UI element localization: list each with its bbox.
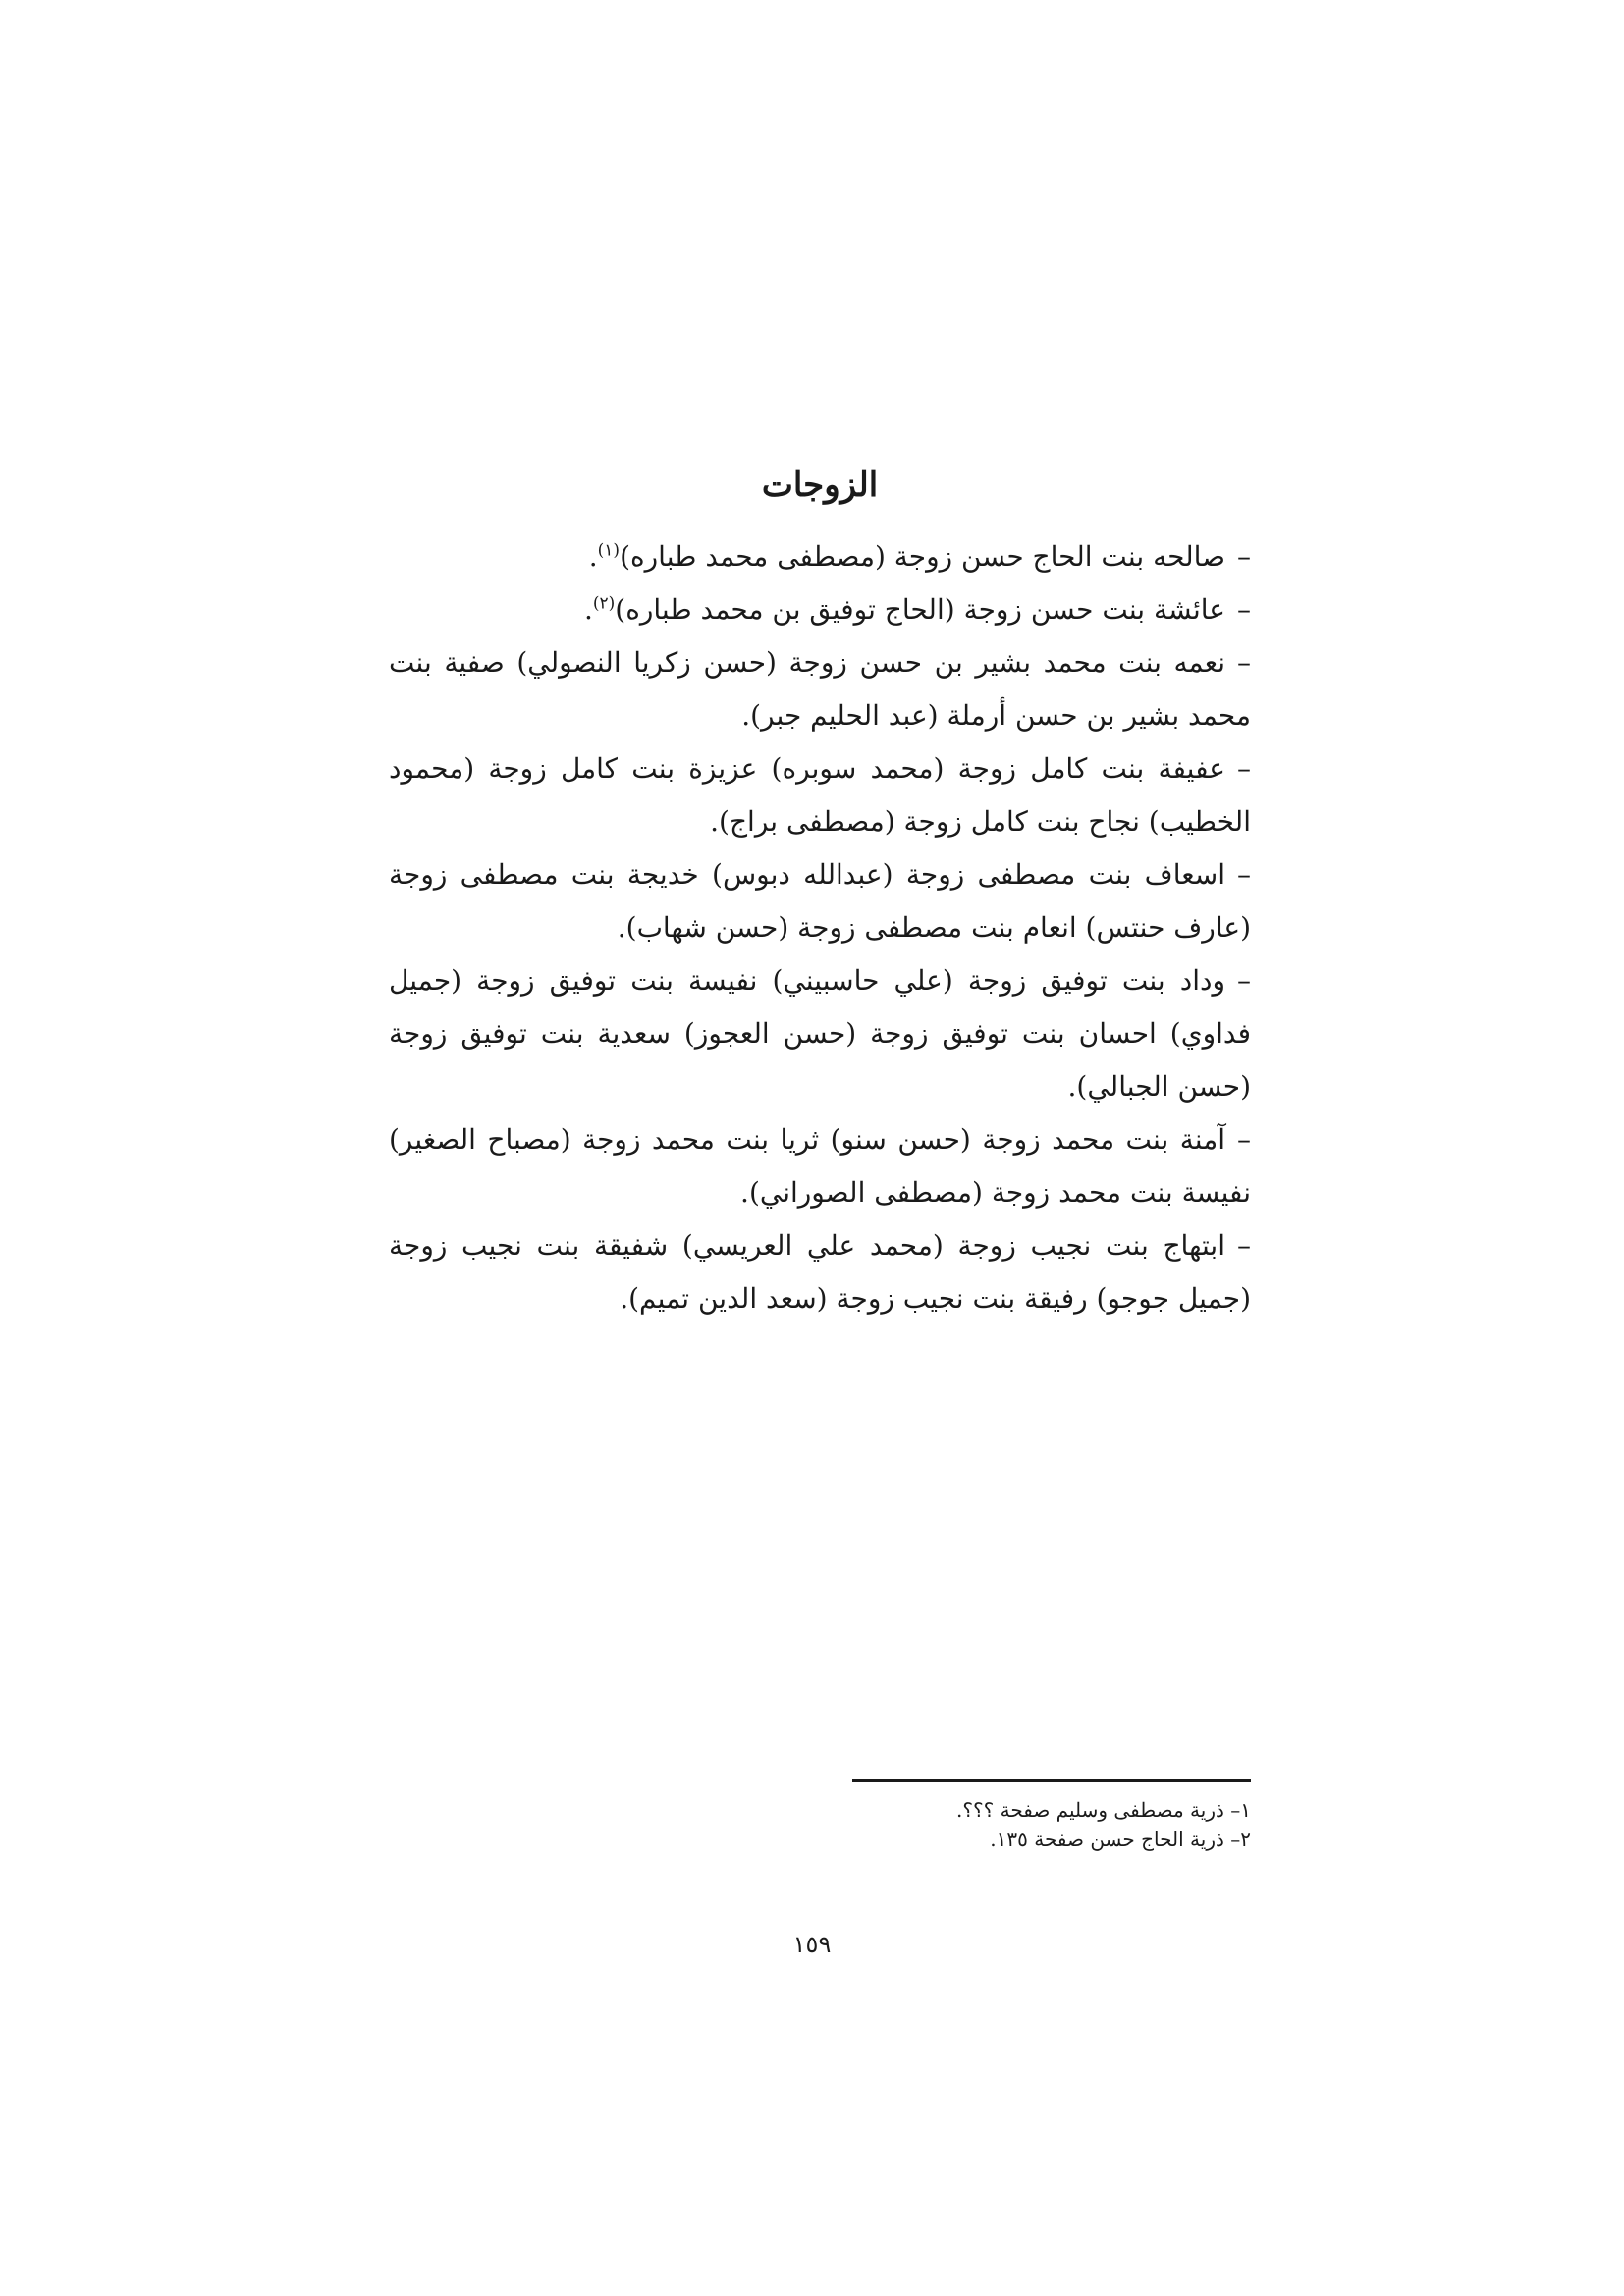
entry-end: . [583,593,593,626]
footnote-2: ٢– ذرية الحاج حسن صفحة ١٣٥. [990,1828,1251,1851]
page-title: الزوجات [761,465,879,505]
entry-5 [389,848,1251,955]
entry-text: نعمه بنت محمد بشير بن حسن زوجة (حسن زكريا النصولي) صفية بنت محمد بشير بن حسن أرملة (عبد الحليم جبر). [389,646,1251,732]
entry-6 [389,955,1251,1114]
footnotes-section [852,1795,1251,1854]
page-number: ١٥٩ [792,1931,832,1958]
main-text-block [389,460,1251,1326]
entry-text: عفيفة بنت كامل زوجة (محمد سوبره) عزيزة بنت كامل زوجة (محمود الخطيب) نجاح بنت كامل زوجة (مصطفى براج). [389,752,1251,838]
entry-dash: – [1237,593,1251,626]
entry-dash: – [1237,646,1251,679]
entry-text: ابتهاج بنت نجيب زوجة (محمد علي العريسي) شفيقة بنت نجيب زوجة (جميل جوجو) رفيقة بنت نجيب زوجة (سعد الدين تميم). [389,1230,1251,1315]
footnote-divider [852,1779,1251,1782]
entry-8 [389,1220,1251,1326]
entry-text: وداد بنت توفيق زوجة (علي حاسبيني) نفيسة بنت توفيق زوجة (جميل فداوي) احسان بنت توفيق زوجة (حسن العجوز) سعدية بنت توفيق زوجة (حسن الجبالي). [389,964,1251,1103]
entry-text: صالحه بنت الحاج حسن زوجة (مصطفى محمد طباره) [620,540,1225,573]
entry-text: عائشة بنت حسن زوجة (الحاج توفيق بن محمد طباره) [615,593,1225,626]
entry-dash: – [1237,858,1251,891]
entry-dash: – [1237,1123,1251,1156]
entry-dash: – [1237,752,1251,785]
entry-3 [389,636,1251,742]
entry-end: . [588,540,598,573]
entry-dash: – [1237,540,1251,573]
entry-text: اسعاف بنت مصطفى زوجة (عبدالله دبوس) خديجة بنت مصطفى زوجة (عارف حنتس) انعام بنت مصطفى زوجة (حسن شهاب). [389,858,1251,944]
entry-2 [389,583,1251,636]
footnote-ref[interactable]: (٢) [592,593,616,614]
entry-7 [389,1114,1251,1220]
entry-1 [389,530,1251,583]
entry-text: آمنة بنت محمد زوجة (حسن سنو) ثريا بنت محمد زوجة (مصباح الصغير) نفيسة بنت محمد زوجة (مصطفى الصوراني). [389,1123,1251,1209]
entry-dash: – [1237,964,1251,997]
footnote-1: ١– ذرية مصطفى وسليم صفحة ؟؟؟. [956,1798,1251,1822]
footnote-ref[interactable]: (١) [597,540,621,561]
entry-4 [389,742,1251,848]
entry-dash: – [1237,1230,1251,1262]
